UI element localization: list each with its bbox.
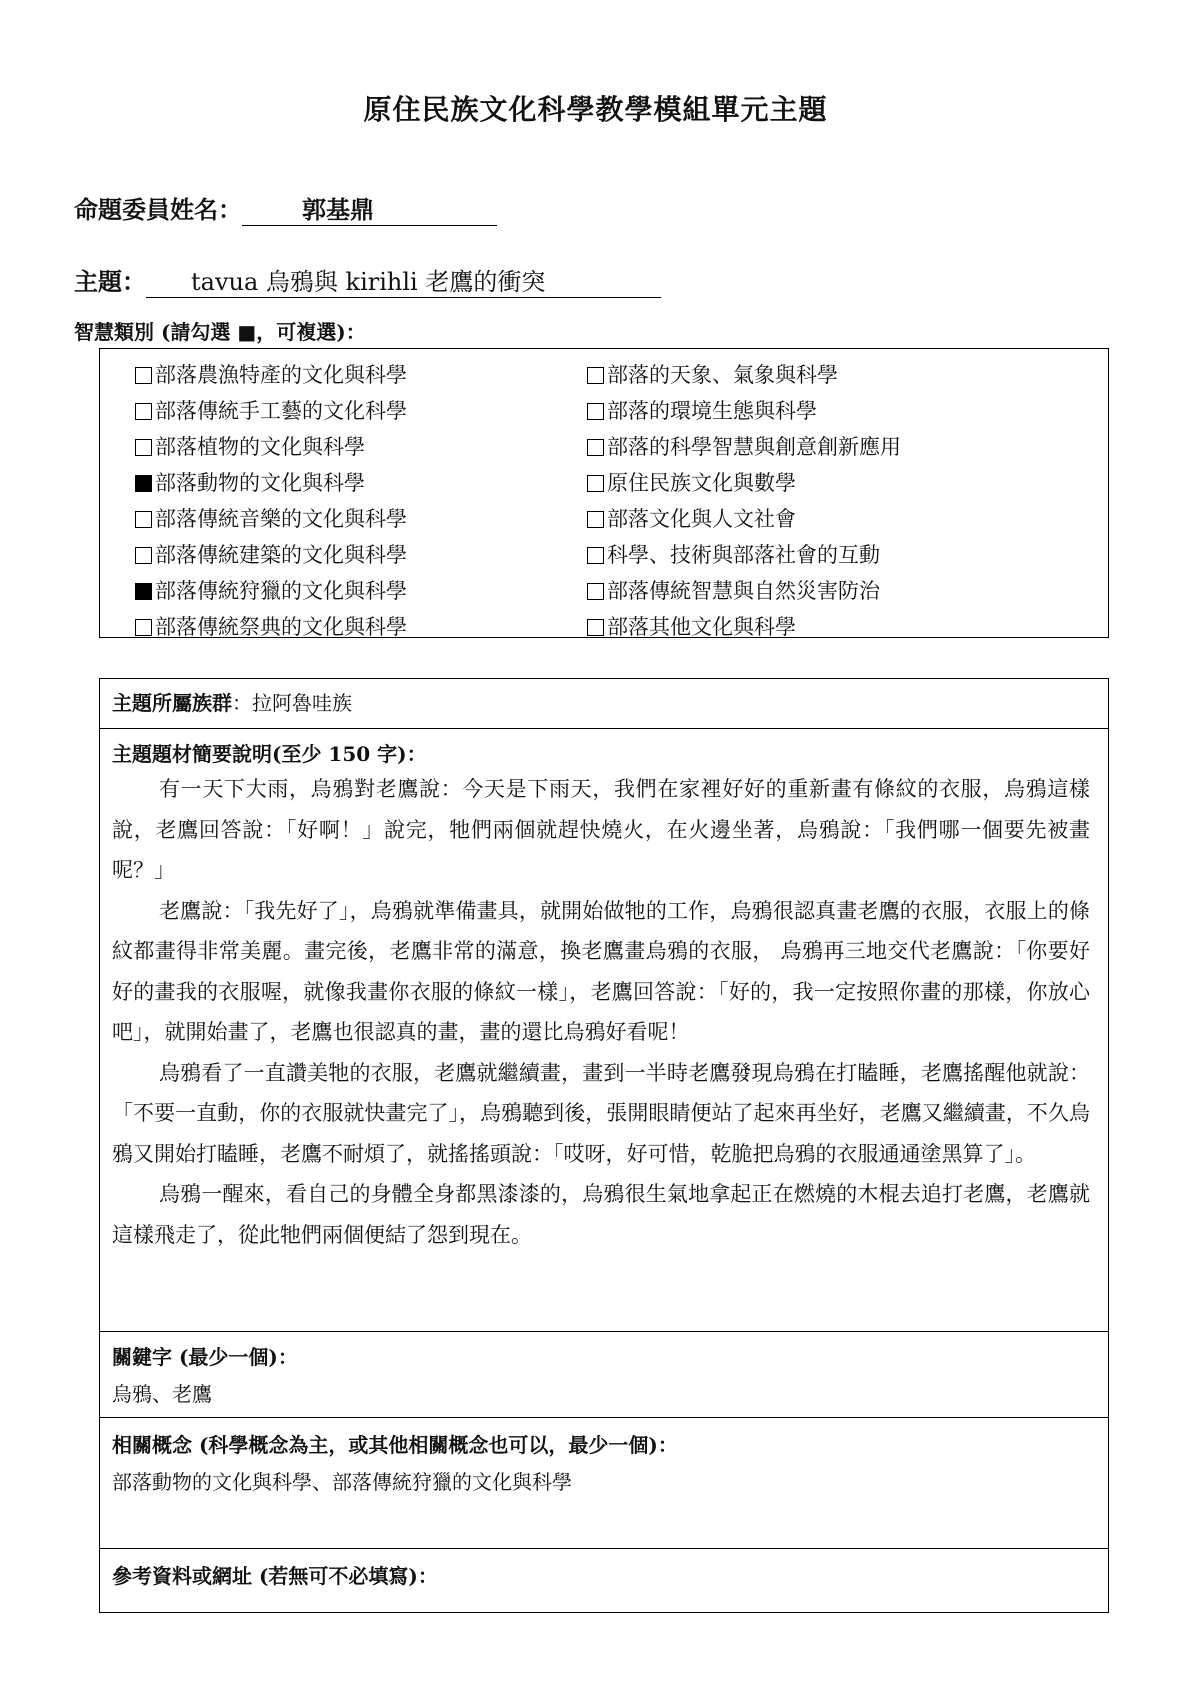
category-item xyxy=(587,429,901,465)
unchecked-checkbox[interactable] xyxy=(587,583,604,600)
description-body xyxy=(112,769,1096,1255)
checked-checkbox[interactable] xyxy=(135,475,152,492)
references-row xyxy=(100,1549,1108,1612)
category-label: 部落的科學智慧與創意創新應用 xyxy=(607,435,901,459)
category-item xyxy=(135,429,407,465)
category-label: 部落傳統音樂的文化與科學 xyxy=(155,507,407,531)
category-label: 部落傳統狩獵的文化與科學 xyxy=(155,579,407,603)
category-item xyxy=(135,501,407,537)
wisdom-category-heading: 智慧類別 (請勾選 ■，可複選)： xyxy=(74,320,366,344)
page-title: 原住民族文化科學教學模組單元主題 xyxy=(363,93,828,126)
info-table xyxy=(99,678,1109,1613)
unchecked-checkbox[interactable] xyxy=(587,475,604,492)
checked-checkbox[interactable] xyxy=(135,583,152,600)
unchecked-checkbox[interactable] xyxy=(587,439,604,456)
category-label: 部落傳統手工藝的文化科學 xyxy=(155,399,407,423)
description-paragraph: 烏鴉一醒來，看自己的身體全身都黑漆漆的，烏鴉很生氣地拿起正在燃燒的木棍去追打老鷹，老鷹就這樣飛走了，從此牠們兩個便結了怨到現在。 xyxy=(112,1182,1090,1247)
concepts-row xyxy=(100,1418,1108,1549)
topic-field xyxy=(74,262,661,298)
category-label: 部落的天象、氣象與科學 xyxy=(607,363,838,387)
category-item xyxy=(587,501,901,537)
committee-label: 命題委員姓名： xyxy=(74,195,242,224)
unchecked-checkbox[interactable] xyxy=(587,403,604,420)
unchecked-checkbox[interactable] xyxy=(135,367,152,384)
category-item xyxy=(587,573,901,609)
tribe-row xyxy=(100,679,1108,729)
tribe-label: 主題所屬族群 xyxy=(112,691,232,715)
category-column-right xyxy=(587,357,901,645)
unchecked-checkbox[interactable] xyxy=(135,439,152,456)
unchecked-checkbox[interactable] xyxy=(587,619,604,636)
category-label: 部落其他文化與科學 xyxy=(607,615,796,639)
description-paragraph: 老鷹說：「我先好了」，烏鴉就準備畫具，就開始做牠的工作，烏鴉很認真畫老鷹的衣服，衣服上的條紋都畫得非常美麗。畫完後，老鷹非常的滿意，換老鷹畫烏鴉的衣服， 烏鴉再三地交代老鷹說：「你要好好的畫我的衣服喔，就像我畫你衣服的條紋一樣」，老鷹回答說：「好的，我一定按照你畫的那樣，你放心吧」，就開始畫了，老鷹也很認真的畫，畫的還比烏鴉好看呢！ xyxy=(112,898,1090,1044)
category-item xyxy=(135,465,407,501)
category-item xyxy=(135,573,407,609)
description-row xyxy=(100,729,1108,1332)
category-item xyxy=(135,609,407,645)
keywords-label: 關鍵字 (最少一個)： xyxy=(112,1345,298,1369)
category-label: 部落的環境生態與科學 xyxy=(607,399,817,423)
category-label: 部落傳統祭典的文化與科學 xyxy=(155,615,407,639)
description-paragraph: 有一天下大雨，烏鴉對老鷹說：今天是下雨天，我們在家裡好好的重新畫有條紋的衣服，烏鴉這樣說，老鷹回答說：「好啊！」說完，牠們兩個就趕快燒火，在火邊坐著，烏鴉說：「我們哪一個要先被畫呢？」 xyxy=(112,777,1090,882)
unchecked-checkbox[interactable] xyxy=(135,619,152,636)
category-label: 部落文化與人文社會 xyxy=(607,507,796,531)
keywords-value: 烏鴉、老鷹 xyxy=(112,1382,212,1406)
category-item xyxy=(587,465,901,501)
description-paragraph: 烏鴉看了一直讚美牠的衣服，老鷹就繼續畫，畫到一半時老鷹發現烏鴉在打瞌睡，老鷹搖醒他就說：「不要一直動，你的衣服就快畫完了」，烏鴉聽到後，張開眼睛便站了起來再坐好，老鷹又繼續畫，不久烏鴉又開始打瞌睡，老鷹不耐煩了，就搖搖頭說：「哎呀，好可惜，乾脆把烏鴉的衣服通通塗黑算了」。 xyxy=(112,1060,1090,1166)
category-label: 原住民族文化與數學 xyxy=(607,471,796,495)
category-item xyxy=(135,393,407,429)
committee-name-value: 郭基鼎 xyxy=(242,190,497,226)
committee-field xyxy=(74,190,497,226)
category-label: 部落農漁特產的文化與科學 xyxy=(155,363,407,387)
references-label: 參考資料或網址 (若無可不必填寫)： xyxy=(112,1564,438,1588)
category-item xyxy=(587,393,901,429)
category-checkbox-panel xyxy=(99,348,1109,638)
topic-value: tavua 烏鴉與 kirihli 老鷹的衝突 xyxy=(146,262,661,298)
category-label: 部落動物的文化與科學 xyxy=(155,471,365,495)
category-column-left xyxy=(135,357,407,645)
description-label: 主題題材簡要說明(至少 150 字)： xyxy=(112,742,427,766)
category-label: 部落傳統建築的文化與科學 xyxy=(155,543,407,567)
category-label: 部落傳統智慧與自然災害防治 xyxy=(607,579,880,603)
unchecked-checkbox[interactable] xyxy=(135,547,152,564)
unchecked-checkbox[interactable] xyxy=(587,547,604,564)
concepts-value: 部落動物的文化與科學、部落傳統狩獵的文化與科學 xyxy=(112,1470,572,1494)
category-item xyxy=(135,537,407,573)
category-item xyxy=(135,357,407,393)
keywords-row xyxy=(100,1332,1108,1418)
unchecked-checkbox[interactable] xyxy=(135,511,152,528)
category-item xyxy=(587,537,901,573)
unchecked-checkbox[interactable] xyxy=(135,403,152,420)
category-item xyxy=(587,609,901,645)
topic-label: 主題： xyxy=(74,267,146,296)
unchecked-checkbox[interactable] xyxy=(587,511,604,528)
category-label: 科學、技術與部落社會的互動 xyxy=(607,543,880,567)
concepts-label: 相關概念 (科學概念為主，或其他相關概念也可以，最少一個)： xyxy=(112,1433,678,1457)
category-item xyxy=(587,357,901,393)
unchecked-checkbox[interactable] xyxy=(587,367,604,384)
category-label: 部落植物的文化與科學 xyxy=(155,435,365,459)
tribe-value: ：拉阿魯哇族 xyxy=(232,691,352,715)
